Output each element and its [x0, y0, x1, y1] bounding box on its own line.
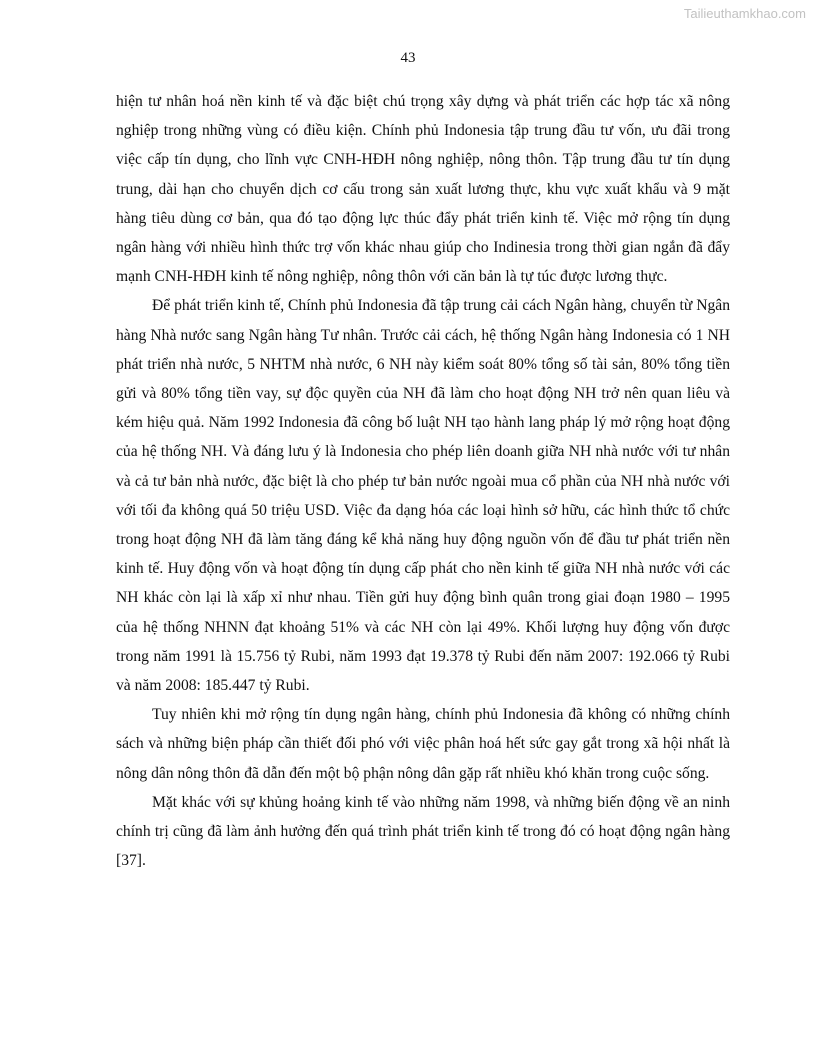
- watermark: Tailieuthamkhao.com: [683, 6, 806, 21]
- paragraph-2: Để phát triển kinh tế, Chính phủ Indonesia đã tập trung cải cách Ngân hàng, chuyển từ Ngân hàng Nhà nước sang Ngân hàng Tư nhân. Trước cải cách, hệ thống Ngân hàng Indonesia có 1 NH phát triển nhà nước, 5 NHTM nhà nước, 6 NH này kiểm soát 80% tổng số tài sản, 80% tổng tiền gửi và 80% tổng tiền vay, sự độc quyền của NH đã làm cho hoạt động NH trở nên quan liêu và kém hiệu quả. Năm 1992 Indonesia đã công bố luật NH tạo hành lang pháp lý mở rộng hoạt động của hệ thống NH. Và đáng lưu ý là Indonesia cho phép liên doanh giữa NH nhà nước với tư nhân và cả tư bản nhà nước, đặc biệt là cho phép tư bản nước ngoài mua cổ phần của NH nhà nước với với tối đa không quá 50 triệu USD. Việc đa dạng hóa các loại hình sở hữu, các hình thức tổ chức trong hoạt động NH đã làm tăng đáng kể khả năng huy động nguồn vốn để đầu tư phát triển nền kinh tế. Huy động vốn và hoạt động tín dụng cấp phát cho nền kinh tế giữa NH nhà nước với các NH khác còn lại là xấp xỉ như nhau. Tiền gửi huy động bình quân trong giai đoạn 1980 – 1995 của hệ thống NHNN đạt khoảng 51% và các NH còn lại 49%. Khối lượng huy động vốn được trong năm 1991 là 15.756 tỷ Rubi, năm 1993 đạt 19.378 tỷ Rubi đến năm 2007: 192.066 tỷ Rubi và năm 2008: 185.447 tỷ Rubi.: [116, 297, 730, 695]
- document-body: [116, 87, 730, 875]
- paragraph-4: Mặt khác với sự khủng hoảng kinh tế vào những năm 1998, và những biến động về an ninh chính trị cũng đã làm ảnh hưởng đến quá trình phát triển kinh tế trong đó có hoạt động ngân hàng [37].: [116, 793, 730, 870]
- paragraph-1: hiện tư nhân hoá nền kinh tế và đặc biệt chú trọng xây dựng và phát triển các hợp tác xã nông nghiệp trong những vùng có điều kiện. Chính phủ Indonesia tập trung đầu tư vốn, ưu đãi trong việc cấp tín dụng, cho lĩnh vực CNH-HĐH nông nghiệp, nông thôn. Tập trung đầu tư tín dụng trung, dài hạn cho chuyển dịch cơ cấu trong sản xuất lương thực, khu vực xuất khẩu và 9 mặt hàng tiêu dùng cơ bản, qua đó tạo động lực thúc đẩy phát triển kinh tế. Việc mở rộng tín dụng ngân hàng với nhiều hình thức trợ vốn khác nhau giúp cho Indinesia trong thời gian ngắn đã đẩy mạnh CNH-HĐH kinh tế nông nghiệp, nông thôn với căn bản là tự túc được lương thực.: [116, 93, 730, 286]
- paragraph-3: Tuy nhiên khi mở rộng tín dụng ngân hàng, chính phủ Indonesia đã không có những chính sách và những biện pháp cần thiết đối phó với việc phân hoá hết sức gay gắt trong xã hội nhất là nông dân nông thôn đã dẫn đến một bộ phận nông dân gặp rất nhiều khó khăn trong cuộc sống.: [116, 706, 730, 782]
- page-number: 43: [400, 50, 416, 66]
